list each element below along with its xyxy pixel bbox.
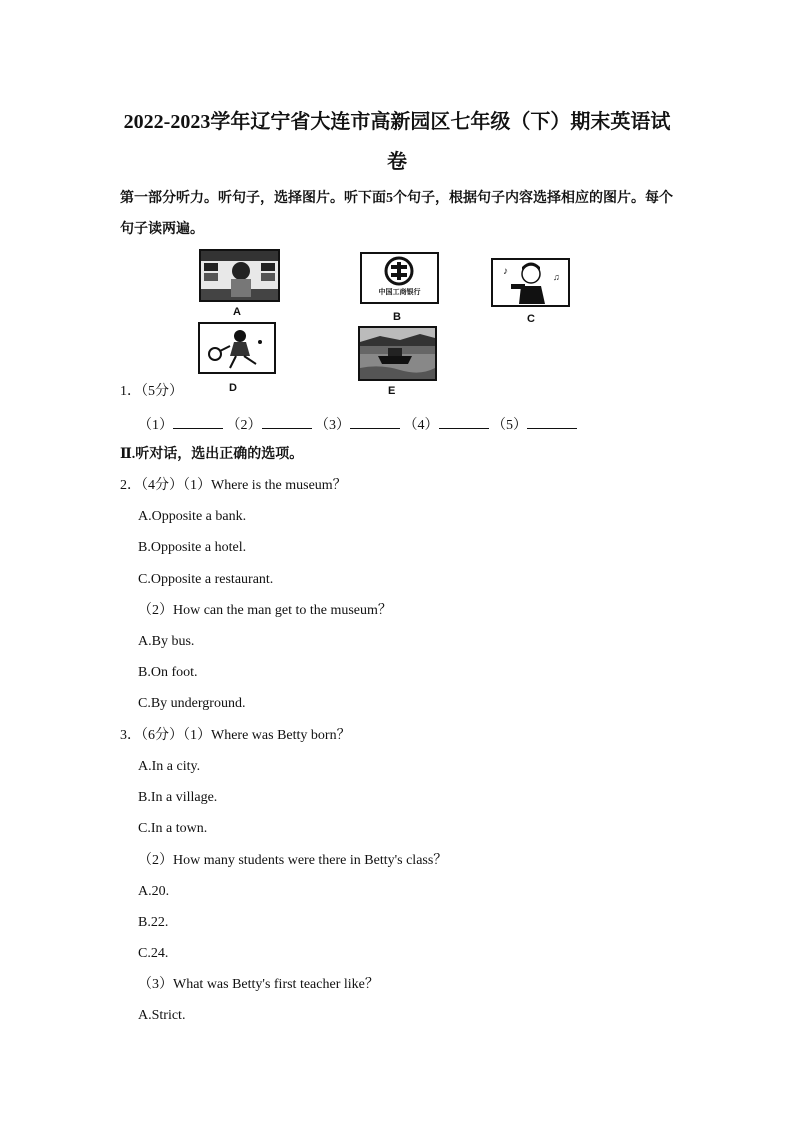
q2-1-option-b: B.Opposite a hotel. [138,540,247,555]
blank-1-label: （1） [138,418,173,433]
picture-c-label: C [527,313,535,325]
svg-text:♪: ♪ [503,266,508,277]
q3-3-question: （3）What was Betty's first teacher like？ [138,977,379,992]
picture-c [491,258,570,307]
page-title-line2: 卷 [387,151,407,173]
picture-b [360,252,439,304]
q2-2-option-b: B.On foot. [138,665,198,680]
picture-e-label: E [388,385,396,397]
q2-2-option-c: C.By underground. [138,696,246,711]
river-boat-image [360,328,435,379]
blank-2[interactable] [262,414,312,429]
q3-1-option-a: A.In a city. [138,759,201,774]
blank-3[interactable] [350,414,400,429]
picture-e [358,326,437,381]
blank-4-label: （4） [403,418,439,433]
blank-4[interactable] [439,414,489,429]
picture-d-label: D [229,382,237,394]
q3-2-question: （2）How many students were there in Betty's class？ [138,853,448,868]
blank-5-label: （5） [492,418,527,433]
page-title [90,102,704,182]
picture-a [199,249,280,302]
svg-text:♫: ♫ [553,272,560,282]
blank-1[interactable] [173,414,223,429]
q1-heading: 1．（5分） [120,384,183,399]
classroom-scene-image [201,251,278,300]
section2-heading: Ⅱ.听对话，选出正确的选项。 [120,447,304,462]
bank-name-text: 中国工商银行 [378,288,421,296]
q3-2-option-a: A.20. [138,884,170,899]
blank-2-label: （2） [226,418,262,433]
picture-a-label: A [233,306,241,318]
q2-1-option-a: A.Opposite a bank. [138,509,247,524]
bank-logo-icon [362,256,437,286]
q2-2-option-a: A.By bus. [138,634,195,649]
picture-d [198,322,276,374]
blank-5[interactable] [527,414,577,429]
q2-2-question: （2）How can the man get to the museum？ [138,603,392,618]
q3-1-option-c: C.In a town. [138,821,208,836]
tennis-player-image [200,324,274,372]
page-title-line1: 2022-2023学年辽宁省大连市高新园区七年级（下）期末英语试 [123,111,671,133]
q2-heading: 2．（4分）（1）Where is the museum？ [120,478,347,493]
picture-b-label: B [393,311,401,323]
q1-answer-blanks [138,414,577,436]
q3-3-option-a: A.Strict. [138,1008,186,1023]
q3-2-option-b: B.22. [138,915,169,930]
singer-image [493,260,568,305]
q3-heading: 3．（6分）（1）Where was Betty born？ [120,728,351,743]
q3-2-option-c: C.24. [138,946,169,961]
q2-1-option-c: C.Opposite a restaurant. [138,572,274,587]
blank-3-label: （3） [315,418,350,433]
q3-1-option-b: B.In a village. [138,790,218,805]
section1-intro: 第一部分听力。听句子，选择图片。听下面5个句子，根据句子内容选择相应的图片。每个句子读两遍。 [120,191,673,237]
